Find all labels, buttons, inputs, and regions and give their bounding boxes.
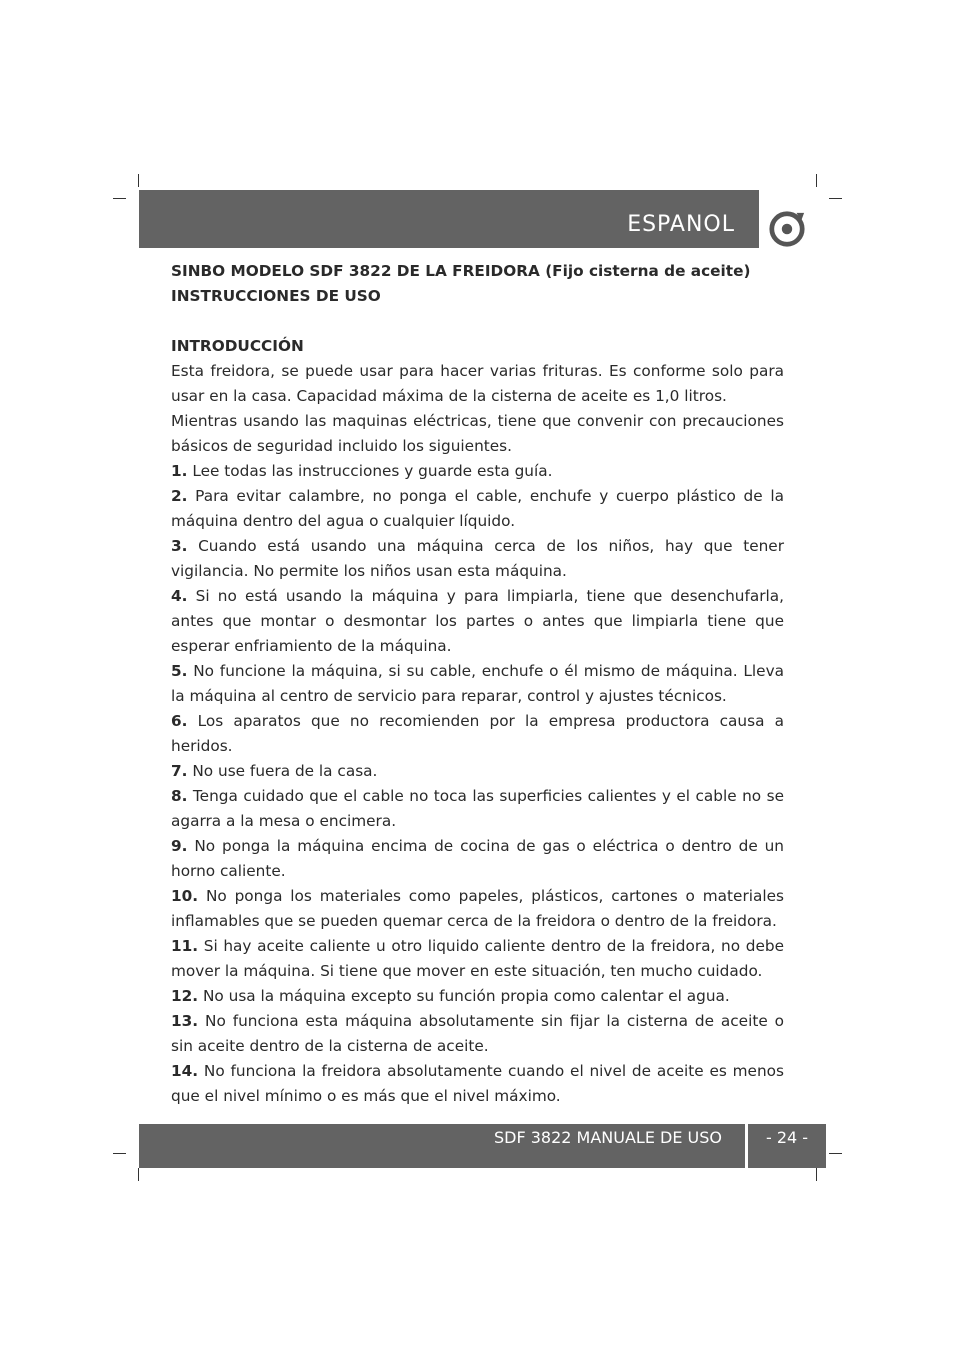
- list-item: [171, 984, 784, 1009]
- footer-bar: [139, 1124, 745, 1168]
- crop-mark: [138, 174, 139, 187]
- item-text: Si hay aceite caliente u otro liquido caliente dentro de la freidora, no debe mover la máquina. Si tiene que mover en este situación, ten mucho cuidado.: [171, 937, 784, 980]
- header-bar: [139, 190, 759, 248]
- crop-mark: [816, 1168, 817, 1181]
- item-text: No funciona la freidora absolutamente cuando el nivel de aceite es menos que el nivel mínimo o es más que el nivel máximo.: [171, 1062, 784, 1105]
- list-item: [171, 484, 784, 534]
- crop-mark: [113, 1153, 126, 1154]
- item-number: 4.: [171, 587, 188, 605]
- list-item: [171, 834, 784, 884]
- section-heading: INTRODUCCIÓN: [171, 337, 304, 355]
- list-item: [171, 759, 784, 784]
- list-item: [171, 884, 784, 934]
- item-number: 2.: [171, 487, 188, 505]
- crop-mark: [113, 198, 126, 199]
- item-text: Los aparatos que no recomienden por la empresa productora causa a heridos.: [171, 712, 784, 755]
- crop-mark: [816, 174, 817, 187]
- document-subtitle: INSTRUCCIONES DE USO: [171, 287, 381, 305]
- page-number: - 24 -: [765, 1128, 809, 1147]
- language-title: ESPANOL: [627, 212, 735, 237]
- list-item: [171, 709, 784, 759]
- list-item: [171, 784, 784, 834]
- item-number: 1.: [171, 462, 188, 480]
- item-text: No funciona esta máquina absolutamente sin fijar la cisterna de aceite o sin aceite dentro de la cisterna de aceite.: [171, 1012, 784, 1055]
- item-text: No usa la máquina excepto su función propia como calentar el agua.: [198, 987, 730, 1005]
- item-text: Tenga cuidado que el cable no toca las superficies calientes y el cable no se agarra a la mesa o encimera.: [171, 787, 784, 830]
- item-text: No use fuera de la casa.: [187, 762, 378, 780]
- crop-mark: [138, 1168, 139, 1181]
- crop-mark: [829, 198, 842, 199]
- intro-paragraph: Mientras usando las maquinas eléctricas, tiene que convenir con precauciones básicos de seguridad incluido los siguientes.: [171, 412, 784, 455]
- list-item: [171, 534, 784, 584]
- item-number: 11.: [171, 937, 199, 955]
- item-number: 5.: [171, 662, 188, 680]
- item-text: No funcione la máquina, si su cable, enchufe o él mismo de máquina. Lleva la máquina al centro de servicio para reparar, control y ajustes técnicos.: [171, 662, 784, 705]
- manual-title: SDF 3822 MANUALE DE USO: [493, 1128, 722, 1147]
- item-number: 14.: [171, 1062, 199, 1080]
- list-item: [171, 659, 784, 709]
- item-number: 6.: [171, 712, 188, 730]
- list-item: [171, 459, 784, 484]
- document-body: [171, 259, 784, 1109]
- item-number: 7.: [171, 762, 188, 780]
- item-text: No ponga la máquina encima de cocina de gas o eléctrica o dentro de un horno caliente.: [171, 837, 784, 880]
- item-text: Si no está usando la máquina y para limpiarla, tiene que desenchufarla, antes que montar o desmontar los partes o antes que limpiarla tiene que esperar enfriamiento de la máquina.: [171, 587, 784, 655]
- item-text: No ponga los materiales como papeles, plásticos, cartones o materiales inflamables que se pueden quemar cerca de la freidora o dentro de la freidora.: [171, 887, 784, 930]
- sinbo-logo-icon: [768, 210, 806, 248]
- document-title: SINBO MODELO SDF 3822 DE LA FREIDORA (Fijo cisterna de aceite): [171, 262, 751, 280]
- item-number: 8.: [171, 787, 188, 805]
- item-number: 12.: [171, 987, 199, 1005]
- item-number: 3.: [171, 537, 188, 555]
- item-text: Lee todas las instrucciones y guarde esta guía.: [187, 462, 553, 480]
- item-number: 13.: [171, 1012, 199, 1030]
- crop-mark: [829, 1153, 842, 1154]
- intro-paragraph: Esta freidora, se puede usar para hacer varias frituras. Es conforme solo para usar en la casa. Capacidad máxima de la cisterna de aceite es 1,0 litros.: [171, 362, 784, 405]
- page-number-box: [748, 1124, 826, 1168]
- item-number: 10.: [171, 887, 199, 905]
- safety-list: [171, 459, 784, 1109]
- list-item: [171, 1009, 784, 1059]
- list-item: [171, 584, 784, 659]
- list-item: [171, 1059, 784, 1109]
- item-text: Para evitar calambre, no ponga el cable, enchufe y cuerpo plástico de la máquina dentro del agua o cualquier líquido.: [171, 487, 784, 530]
- item-text: Cuando está usando una máquina cerca de los niños, hay que tener vigilancia. No permite los niños usan esta máquina.: [171, 537, 784, 580]
- list-item: [171, 934, 784, 984]
- item-number: 9.: [171, 837, 188, 855]
